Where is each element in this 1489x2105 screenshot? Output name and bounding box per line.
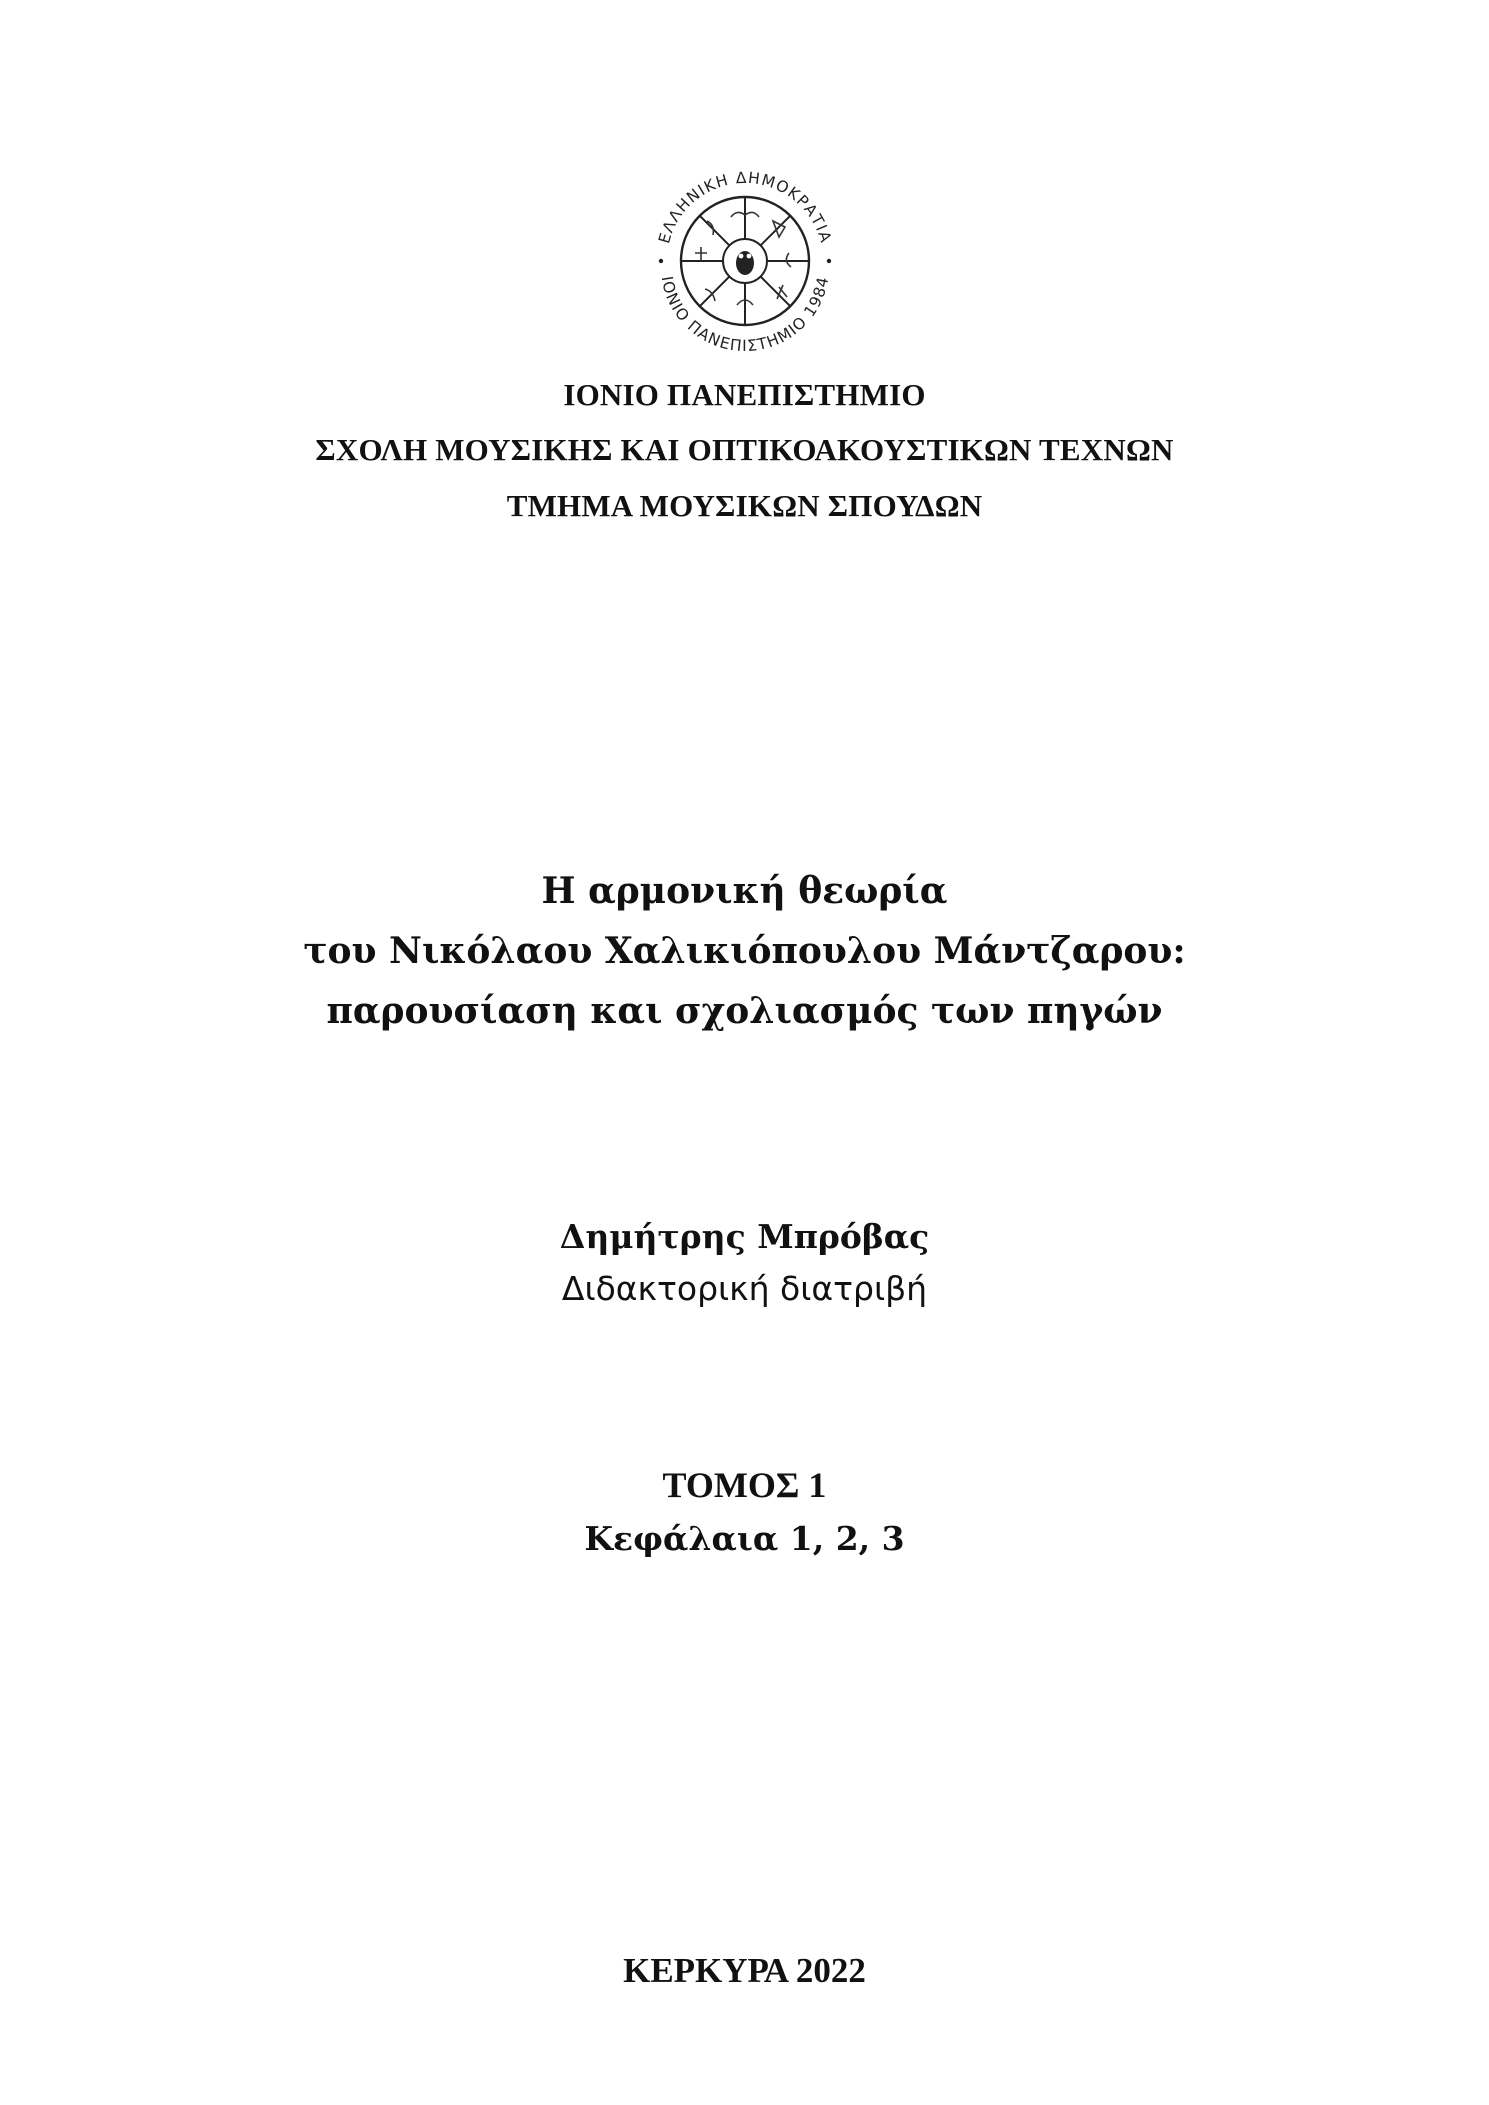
thesis-title-line-2: του Νικόλαου Χαλικιόπουλου Μάντζαρου: xyxy=(303,930,1186,972)
university-seal-icon xyxy=(639,155,851,367)
university-name: ΙΟΝΙΟ ΠΑΝΕΠΙΣΤΗΜΙΟ xyxy=(563,377,926,412)
author-name: Δημήτρης Μπρόβας xyxy=(559,1217,930,1256)
volume-label: ΤΟΜΟΣ 1 xyxy=(662,1465,827,1505)
thesis-type: Διδακτορική διατριβή xyxy=(561,1269,928,1308)
chapters-label: Κεφάλαια 1, 2, 3 xyxy=(584,1519,905,1558)
seal-text-bottom: ΙΟΝΙΟ ΠΑΝΕΠΙΣΤΗΜΙΟ 1984 xyxy=(657,274,833,356)
school-name: ΣΧΟΛΗ ΜΟΥΣΙΚΗΣ ΚΑΙ ΟΠΤΙΚΟΑΚΟΥΣΤΙΚΩΝ ΤΕΧΝΩΝ xyxy=(315,432,1174,467)
seal-text-top: ΕΛΛΗΝΙΚΗ ΔΗΜΟΚΡΑΤΙΑ xyxy=(655,168,835,246)
thesis-title-line-1: Η αρμονική θεωρία xyxy=(541,870,948,912)
place-year: ΚΕΡΚΥΡΑ 2022 xyxy=(623,1951,866,1990)
thesis-title-line-3: παρουσίαση και σχολιασμός των πηγών xyxy=(326,990,1163,1032)
department-name: ΤΜΗΜΑ ΜΟΥΣΙΚΩΝ ΣΠΟΥΔΩΝ xyxy=(506,488,983,523)
